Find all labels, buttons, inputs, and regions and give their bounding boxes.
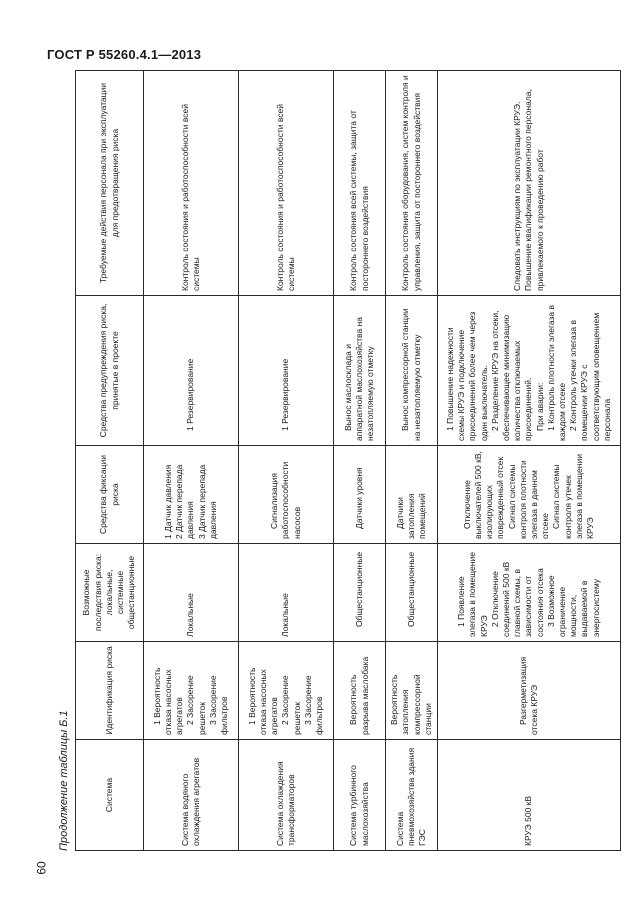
column-header-prevention: Средства предупреждения риска, принятые в проекте bbox=[76, 296, 144, 446]
cell-consequences: Общестанционные bbox=[334, 544, 386, 642]
rotated-table-page bbox=[55, 71, 612, 851]
cell-system: Система охлаждения трансформаторов bbox=[239, 740, 334, 851]
cell-fixation: Датчики затопления помещений bbox=[386, 446, 438, 544]
column-header-system: Система bbox=[76, 740, 144, 851]
cell-actions: Контроль состояния и работоспособности всей системы bbox=[239, 71, 334, 296]
cell-fixation: Датчики уровня bbox=[334, 446, 386, 544]
table-row bbox=[334, 71, 386, 851]
cell-system: КРУЭ 500 кВ bbox=[438, 740, 621, 851]
table-row bbox=[386, 71, 438, 851]
table-row bbox=[239, 71, 334, 851]
table-row bbox=[144, 71, 239, 851]
cell-consequences: 1 Появление элегаза в помещение КРУЭ 2 Отключение соединений 500 кВ главной схемы, в зависимости от состояния отсека 3 Возможное ограничение мощности, выдаваемой в энергосистему bbox=[438, 544, 621, 642]
table-header-row bbox=[76, 71, 144, 851]
cell-prevention: Вынос маслосклада и аппаратной маслохозяйства на незатопляемую отметку bbox=[334, 296, 386, 446]
cell-consequences: Локальные bbox=[239, 544, 334, 642]
page-number-text: 60 bbox=[34, 861, 49, 875]
cell-prevention: 1 Резервирование bbox=[239, 296, 334, 446]
cell-prevention: 1 Резервирование bbox=[144, 296, 239, 446]
cell-risk: Вероятность затопления компрессорной станции bbox=[386, 642, 438, 740]
cell-actions: Контроль состояния и работоспособности всей системы bbox=[144, 71, 239, 296]
table-caption: Продолжение таблицы Б.1 bbox=[58, 710, 70, 851]
document-title: ГОСТ Р 55260.4.1—2013 bbox=[47, 47, 202, 62]
cell-system: Система турбинного маслохозяйства bbox=[334, 740, 386, 851]
cell-risk: Вероятность разрыва маслобака bbox=[334, 642, 386, 740]
cell-actions: Следовать инструкциям по эксплуатации КРУЭ. Повышение квалификации ремонтного персонала, привлекаемого к проведению работ bbox=[438, 71, 621, 296]
column-header-actions: Требуемые действия персонала при эксплуатации для предотвращения риска bbox=[76, 71, 144, 296]
column-header-fixation: Средства фиксации риска bbox=[76, 446, 144, 544]
cell-system: Система водяного охлаждения агрегатов bbox=[144, 740, 239, 851]
cell-fixation: 1 Датчик давления 2 Датчик перепада давления 3 Датчик перепада давления bbox=[144, 446, 239, 544]
page-number bbox=[35, 861, 48, 875]
cell-actions: Контроль состояния всей системы, защита от постороннего воздействия bbox=[334, 71, 386, 296]
cell-risk: 1 Вероятность отказа насосных агрегатов 2 Засорение решеток 3 Засорение фильтров bbox=[239, 642, 334, 740]
risk-table bbox=[75, 70, 621, 851]
cell-system: Система пневмохозяйства здания ГЭС bbox=[386, 740, 438, 851]
cell-risk: Разгерметизация отсека КРУЭ bbox=[438, 642, 621, 740]
table-row bbox=[438, 71, 621, 851]
column-header-consequences: Возможные последствия риска: локальные, системные общестанционные bbox=[76, 544, 144, 642]
cell-consequences: Локальные bbox=[144, 544, 239, 642]
cell-prevention: Вынос компрессорной станции на незатопляемую отметку bbox=[386, 296, 438, 446]
cell-consequences: Общестанционные bbox=[386, 544, 438, 642]
cell-fixation: Отключение выключателей 500 кВ, изолирующих поврежденный отсек Сигнал системы контроля плотности элегаза в данном отсеке Сигнал системы контроля утечек элегаза в помещении КРУЭ bbox=[438, 446, 621, 544]
column-header-risk-identification: Идентификация риска bbox=[76, 642, 144, 740]
cell-fixation: Сигнализация работоспособности насосов bbox=[239, 446, 334, 544]
cell-actions: Контроль состояния оборудования, систем контроля и управления, защита от постороннего воздействия bbox=[386, 71, 438, 296]
cell-risk: 1 Вероятность отказа насосных агрегатов 2 Засорение решеток 3 Засорение фильтров bbox=[144, 642, 239, 740]
cell-prevention: 1 Повышение надежности схемы КРУЭ и подключение присоединений более чем через один выключатель. 2 Разделение КРУЭ на отсеки, обеспечивающее минимизацию количества отключаемых присоединений. При аварии: 1 Контроль плотности элегаза в каждом отсеке 2 Контроль утечки элегаза в помещении КРУЭ с соответствующим оповещением персонала bbox=[438, 296, 621, 446]
